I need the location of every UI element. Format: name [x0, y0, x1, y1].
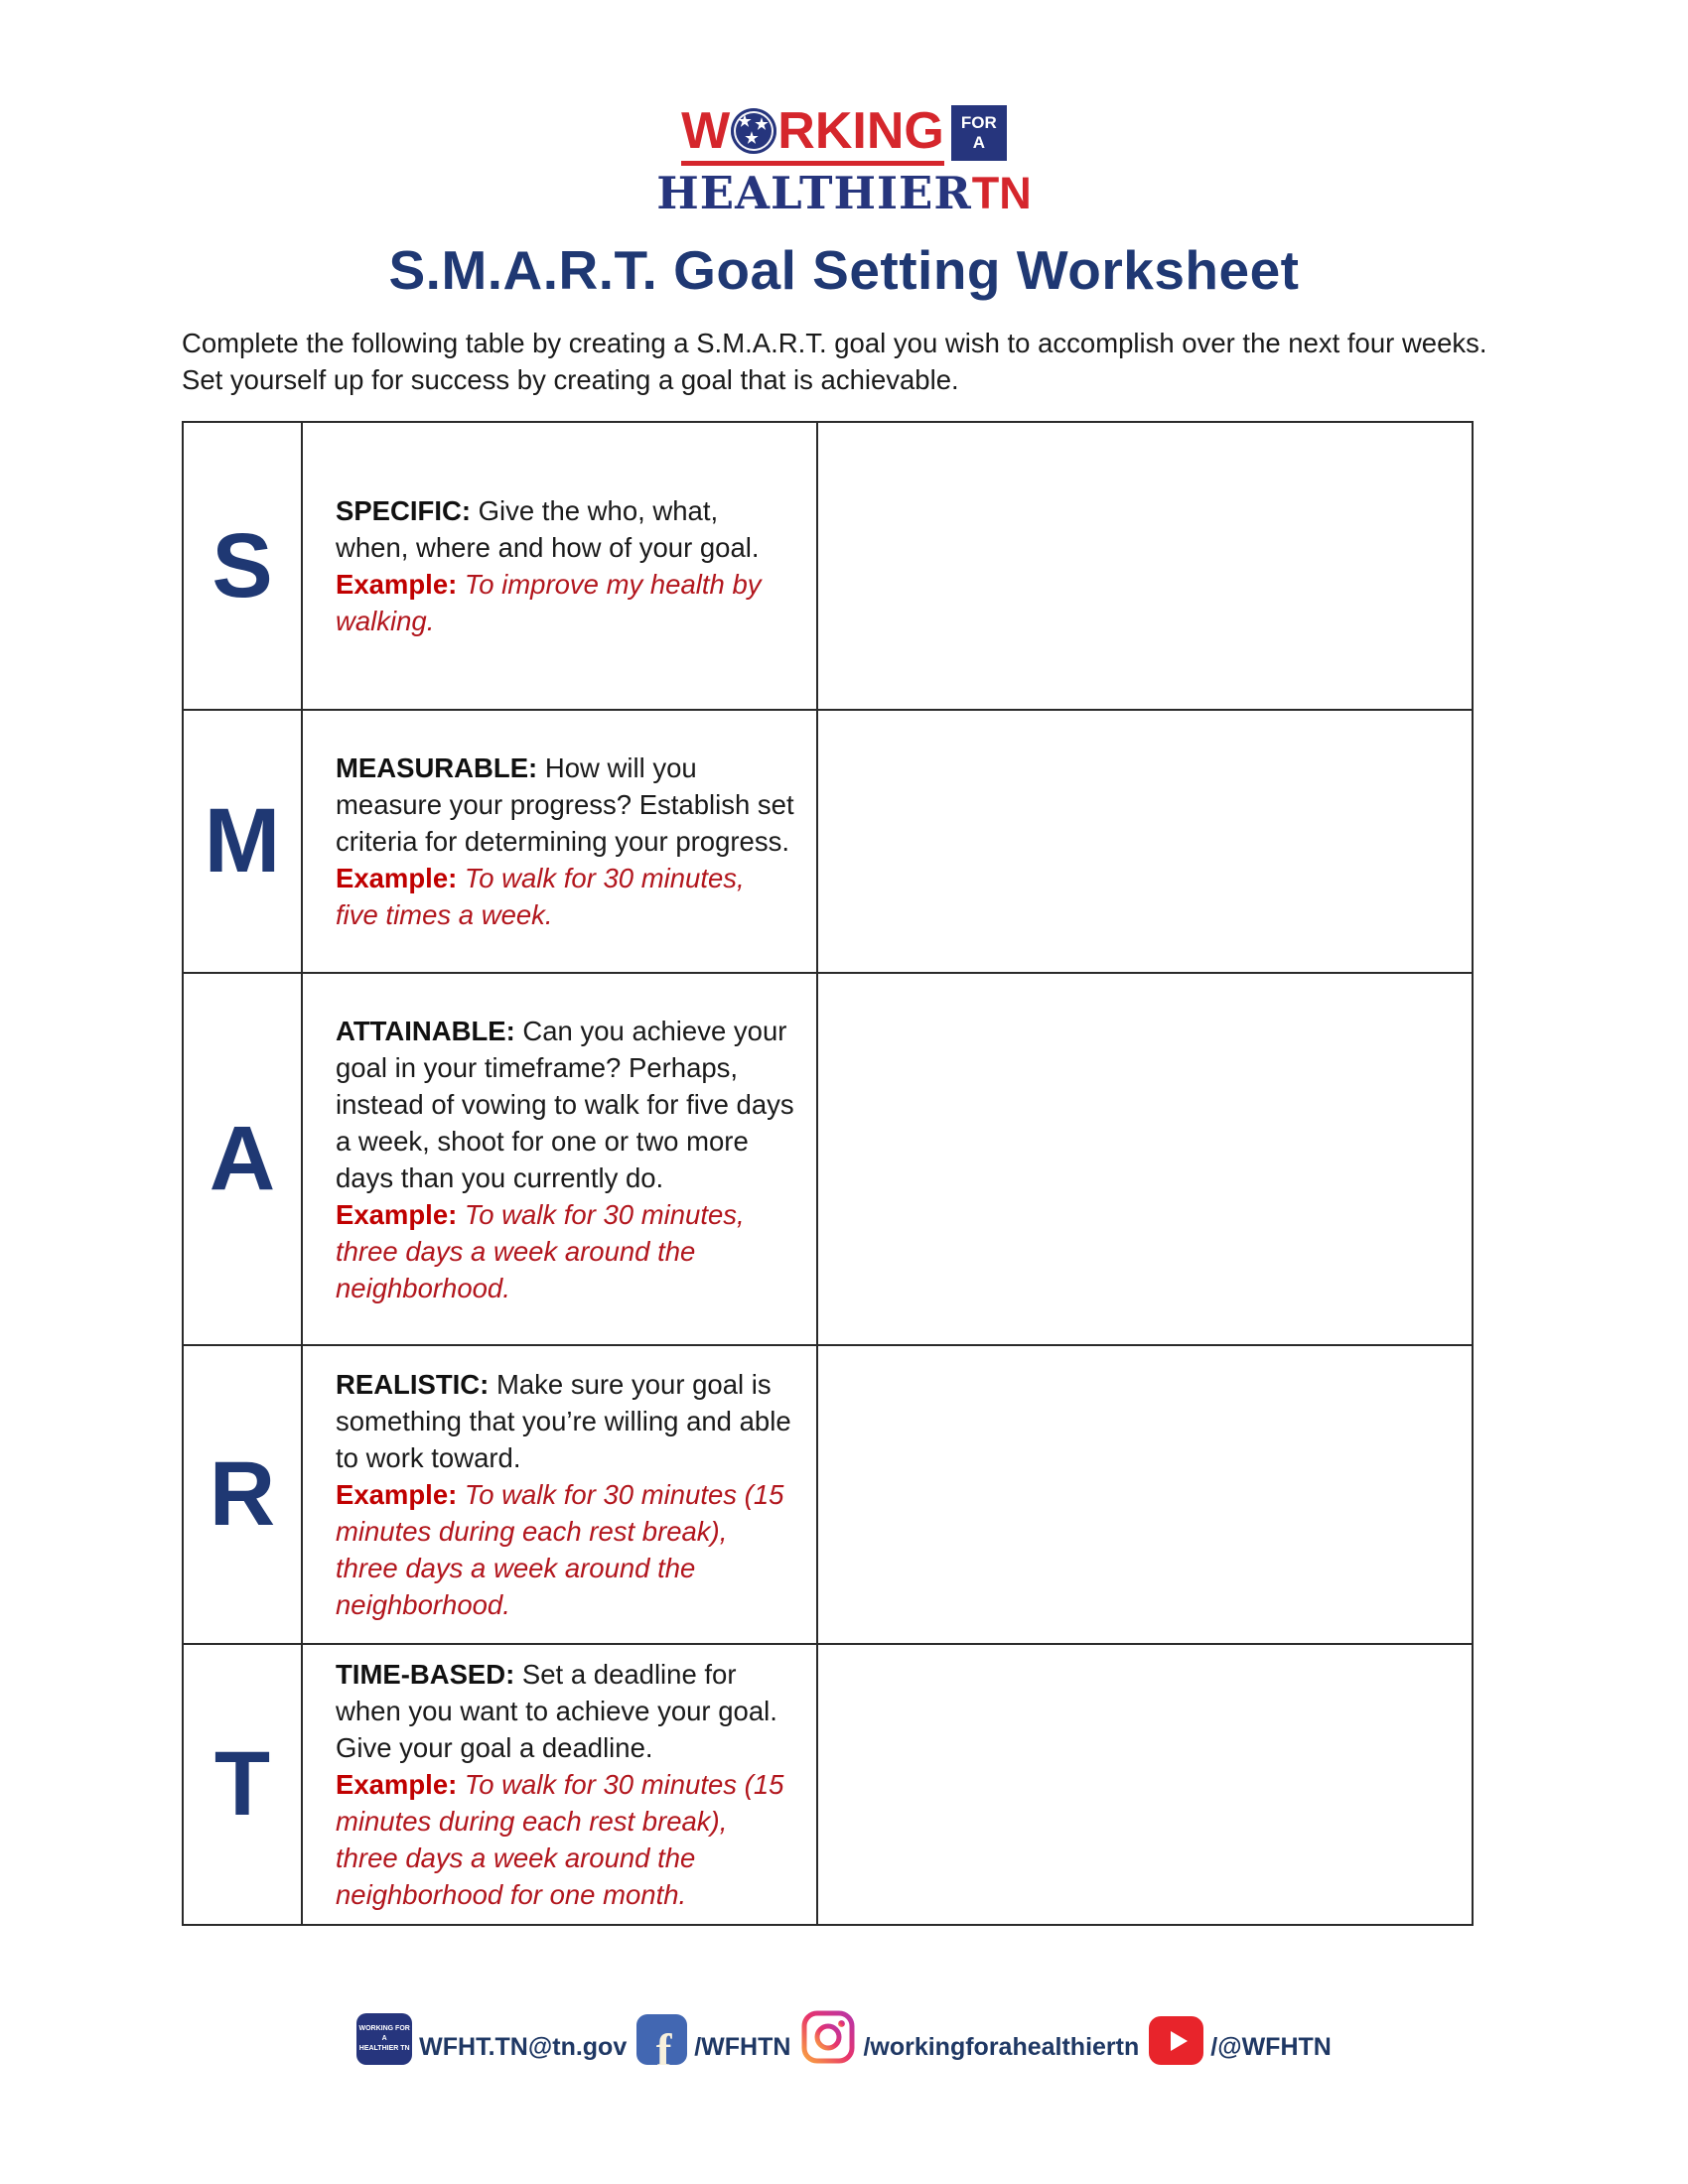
term-description: Give the who, what, when, where and how of your goal. — [336, 495, 760, 563]
wfht-logo-icon — [356, 2013, 412, 2065]
example-text: To walk for 30 minutes (15 minutes during each rest break), three days a week around the neighborhood. — [336, 1479, 784, 1620]
facebook-icon — [636, 2014, 687, 2065]
description-cell-t — [303, 1645, 818, 1924]
description-text — [336, 492, 794, 639]
row-letter: T — [213, 1733, 271, 1835]
description-text — [336, 1013, 794, 1306]
letter-cell-t — [184, 1645, 303, 1924]
example-label: Example: — [336, 1769, 458, 1800]
logo-underline — [681, 161, 944, 166]
facebook-f-glyph: f — [655, 2025, 672, 2065]
footer-item-youtube[interactable] — [1149, 2016, 1332, 2065]
answer-cell-a[interactable] — [818, 974, 1472, 1344]
table-row-specific — [184, 423, 1472, 711]
description-cell-r — [303, 1346, 818, 1643]
star-icon: ★ — [738, 113, 752, 130]
example-text: To walk for 30 minutes (15 minutes during each rest break), three days a week around the neighborhood for one month. — [336, 1769, 784, 1910]
example-label: Example: — [336, 1479, 458, 1510]
example-label: Example: — [336, 863, 458, 893]
logo-top-row — [681, 102, 1007, 166]
table-row-time-based — [184, 1645, 1472, 1924]
description-text — [336, 1366, 794, 1623]
term-label: MEASURABLE: — [336, 752, 538, 783]
term-description: Set a deadline for when you want to achieve your goal. Give your goal a deadline. — [336, 1659, 777, 1763]
logo-working-text — [681, 102, 944, 160]
example-text: To walk for 30 minutes, five times a week. — [336, 863, 745, 930]
youtube-handle[interactable]: /@WFHTN — [1210, 2033, 1332, 2061]
table-row-measurable — [184, 711, 1472, 974]
footer-item-instagram[interactable] — [800, 2009, 1139, 2065]
term-label: SPECIFIC: — [336, 495, 471, 526]
row-letter: R — [209, 1443, 276, 1545]
answer-cell-m[interactable] — [818, 711, 1472, 972]
email-label[interactable]: WFHT.TN@tn.gov — [419, 2033, 628, 2061]
footer-item-email[interactable] — [356, 2013, 627, 2065]
description-cell-a — [303, 974, 818, 1344]
youtube-icon — [1149, 2016, 1203, 2065]
logo-working-rest: RKING — [777, 102, 944, 160]
instagram-icon — [800, 2009, 856, 2065]
logo-healthier-text: HEALTHIER — [656, 167, 972, 219]
table-row-attainable — [184, 974, 1472, 1346]
intro-text: Complete the following table by creating a S.M.A.R.T. goal you wish to accomplish over the next four weeks. Set yourself up for success by creating a goal that is achievable. — [182, 328, 1487, 395]
example-text: To improve my health by walking. — [336, 569, 762, 636]
logo-working-block — [681, 102, 944, 166]
instagram-handle[interactable]: /workingforahealthiertn — [863, 2033, 1140, 2061]
letter-cell-a — [184, 974, 303, 1344]
answer-cell-s[interactable] — [818, 423, 1472, 709]
term-label: REALISTIC: — [336, 1369, 490, 1400]
description-cell-s — [303, 423, 818, 709]
star-icon: ★ — [755, 116, 769, 133]
letter-cell-r — [184, 1346, 303, 1643]
youtube-play-glyph — [1171, 2031, 1188, 2051]
term-description: Can you achieve your goal in your timeframe? Perhaps, instead of vowing to walk for five days a week, shoot for one or two more days than you currently do. — [336, 1015, 794, 1193]
row-letter: S — [211, 514, 273, 616]
term-description: How will you measure your progress? Establish set criteria for determining your progress. — [336, 752, 794, 857]
logo-working-prefix: W — [681, 102, 731, 160]
example-text: To walk for 30 minutes, three days a week around the neighborhood. — [336, 1198, 745, 1303]
term-label: TIME-BASED: — [336, 1659, 515, 1690]
star-icon: ★ — [745, 130, 759, 147]
wfht-logo-icon-line2: HEALTHIER TN — [358, 2044, 410, 2052]
facebook-handle[interactable]: /WFHTN — [694, 2033, 791, 2061]
term-description: Make sure your goal is something that you’re willing and able to work toward. — [336, 1369, 791, 1473]
page-title: S.M.A.R.T. Goal Setting Worksheet — [388, 239, 1300, 301]
wfht-logo — [0, 102, 1688, 219]
letter-cell-m — [184, 711, 303, 972]
for-a-badge — [951, 105, 1007, 161]
description-text — [336, 1656, 794, 1913]
smart-table — [182, 421, 1474, 1926]
for-a-badge-line2: A — [972, 133, 985, 152]
term-label: ATTAINABLE: — [336, 1015, 515, 1046]
logo-healthier-row — [656, 167, 1032, 219]
wfht-logo-icon-line1: WORKING FOR A — [358, 2025, 410, 2043]
letter-cell-s — [184, 423, 303, 709]
example-label: Example: — [336, 1198, 458, 1230]
row-letter: M — [204, 790, 281, 891]
logo-tn-text: TN — [971, 168, 1032, 218]
example-label: Example: — [336, 569, 458, 600]
description-cell-m — [303, 711, 818, 972]
answer-cell-t[interactable] — [818, 1645, 1472, 1924]
table-row-realistic — [184, 1346, 1472, 1645]
description-text — [336, 750, 794, 933]
footer-social-bar — [0, 2009, 1688, 2065]
tristar-o-icon — [731, 108, 776, 154]
answer-cell-r[interactable] — [818, 1346, 1472, 1643]
for-a-badge-line1: FOR — [960, 113, 997, 133]
row-letter: A — [209, 1108, 276, 1209]
footer-item-facebook[interactable] — [636, 2014, 790, 2065]
